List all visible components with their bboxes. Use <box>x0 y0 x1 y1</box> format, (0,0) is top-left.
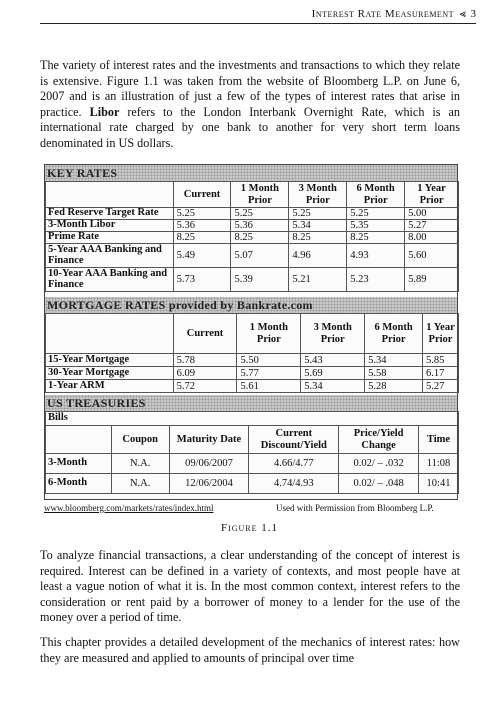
interest-definition-paragraph: To analyze financial transactions, a clear understanding of the concept of interest is required. Interest can be defined in a variety of contexts, and most people have at least a vague notion of what it is. In the most common context, interest refers to the consideration or rent paid by a borrower of money to a lender for the use of the money over a period of time. <box>40 548 460 625</box>
column-header <box>46 314 174 354</box>
column-header: Price/Yield Change <box>339 426 419 454</box>
libor-term: Libor <box>89 104 120 119</box>
row-label: 5-Year AAA Banking and Finance <box>46 244 174 268</box>
cell: 5.27 <box>423 380 459 393</box>
table-row <box>46 380 459 393</box>
column-header: Maturity Date <box>169 426 249 454</box>
table-row <box>46 244 459 268</box>
cell: 5.58 <box>365 367 423 380</box>
cell: 5.50 <box>237 354 301 367</box>
bloomberg-rates-figure <box>44 164 458 500</box>
intro-paragraph <box>40 58 460 152</box>
header-arrow-icon: ⪡ <box>459 8 466 20</box>
cell: 5.23 <box>347 268 405 292</box>
row-label: 10-Year AAA Banking and Finance <box>46 268 174 292</box>
table-row <box>46 232 459 244</box>
column-header: 1 Month Prior <box>231 182 289 208</box>
mortgage-rates-band: MORTGAGE RATES provided by Bankrate.com <box>45 297 457 313</box>
cell: 4.93 <box>347 244 405 268</box>
cell: 8.00 <box>405 232 459 244</box>
source-url: www.bloomberg.com/markets/rates/index.html <box>44 503 214 513</box>
bills-subheader: Bills <box>46 412 459 426</box>
cell: 5.69 <box>301 367 365 380</box>
column-header: Current Discount/Yield <box>249 426 339 454</box>
cell: 6.09 <box>173 367 237 380</box>
cell: 5.39 <box>231 268 289 292</box>
column-header: Current <box>173 182 231 208</box>
chapter-overview-paragraph: This chapter provides a detailed development of the mechanics of interest rates: how they are measured and applied to amounts of principal over time <box>40 635 460 665</box>
cell: 5.36 <box>231 220 289 232</box>
cell: 11:08 <box>419 454 459 474</box>
column-header: 6 Month Prior <box>347 182 405 208</box>
cell: 5.00 <box>405 208 459 220</box>
column-header <box>46 182 174 208</box>
column-header: Time <box>419 426 459 454</box>
key-rates-band: KEY RATES <box>45 165 457 181</box>
column-header: 6 Month Prior <box>365 314 423 354</box>
column-header: 1 Year Prior <box>423 314 459 354</box>
cell: 5.78 <box>173 354 237 367</box>
cell: 5.77 <box>237 367 301 380</box>
column-header <box>46 426 112 454</box>
page-number: 3 <box>470 8 476 20</box>
row-label: 15-Year Mortgage <box>46 354 174 367</box>
cell: 5.25 <box>173 208 231 220</box>
table-row <box>46 367 459 380</box>
permission-note: Used with Permission from Bloomberg L.P. <box>276 503 434 513</box>
us-treasuries-band: US TREASURIES <box>45 395 457 411</box>
row-label: Prime Rate <box>46 232 174 244</box>
cell: 0.02/ – .032 <box>339 454 419 474</box>
cell: 5.34 <box>289 220 347 232</box>
row-label: 6-Month <box>46 474 112 494</box>
running-header-title: Interest Rate Measurement <box>311 8 454 20</box>
cell: 6.17 <box>423 367 459 380</box>
table-row <box>46 474 459 494</box>
cell: 8.25 <box>347 232 405 244</box>
cell: 5.72 <box>173 380 237 393</box>
table-row <box>46 208 459 220</box>
cell: 5.35 <box>347 220 405 232</box>
row-label: 3-Month Libor <box>46 220 174 232</box>
column-header: 1 Month Prior <box>237 314 301 354</box>
intro-text-after: refers to the London Interbank Overnight Rate, which is an international rate charged by one bank to another for very short term loans denominated in US dollars. <box>40 104 460 150</box>
cell: 0.02/ – .048 <box>339 474 419 494</box>
cell: 4.96 <box>289 244 347 268</box>
cell: 4.66/4.77 <box>249 454 339 474</box>
treasury-bills-table <box>45 411 459 494</box>
column-header: Coupon <box>111 426 169 454</box>
column-header: 3 Month Prior <box>301 314 365 354</box>
cell: 12/06/2004 <box>169 474 249 494</box>
column-header: 1 Year Prior <box>405 182 459 208</box>
cell: 8.25 <box>231 232 289 244</box>
cell: N.A. <box>111 454 169 474</box>
cell: 5.25 <box>289 208 347 220</box>
row-label: 30-Year Mortgage <box>46 367 174 380</box>
cell: 5.60 <box>405 244 459 268</box>
cell: 8.25 <box>289 232 347 244</box>
cell: 5.89 <box>405 268 459 292</box>
cell: 5.21 <box>289 268 347 292</box>
cell: 8.25 <box>173 232 231 244</box>
row-label: Fed Reserve Target Rate <box>46 208 174 220</box>
cell: 5.43 <box>301 354 365 367</box>
cell: 5.28 <box>365 380 423 393</box>
intro-text-before: The variety of interest rates and the investments and transactions to which they relate is extensive. Figure 1.1 was taken from the website of Bloomberg L.P. on June 6, 2007 and is an illustration of just a few of the types of interest rates that arise in practice. <box>40 58 460 119</box>
cell: 5.25 <box>347 208 405 220</box>
row-label: 1-Year ARM <box>46 380 174 393</box>
row-label: 3-Month <box>46 454 112 474</box>
cell: 4.74/4.93 <box>249 474 339 494</box>
cell: 5.73 <box>173 268 231 292</box>
cell: 09/06/2007 <box>169 454 249 474</box>
table-row <box>46 220 459 232</box>
cell: N.A. <box>111 474 169 494</box>
column-header: 3 Month Prior <box>289 182 347 208</box>
table-row <box>46 454 459 474</box>
cell: 5.34 <box>301 380 365 393</box>
key-rates-table <box>45 181 459 292</box>
cell: 5.49 <box>173 244 231 268</box>
table-row <box>46 268 459 292</box>
cell: 5.34 <box>365 354 423 367</box>
column-header: Current <box>173 314 237 354</box>
cell: 5.25 <box>231 208 289 220</box>
table-row <box>46 354 459 367</box>
mortgage-rates-table <box>45 313 459 393</box>
cell: 5.85 <box>423 354 459 367</box>
cell: 5.07 <box>231 244 289 268</box>
cell: 5.36 <box>173 220 231 232</box>
cell: 5.61 <box>237 380 301 393</box>
cell: 10:41 <box>419 474 459 494</box>
figure-caption: Figure 1.1 <box>220 522 279 534</box>
running-header <box>40 8 476 24</box>
cell: 5.27 <box>405 220 459 232</box>
